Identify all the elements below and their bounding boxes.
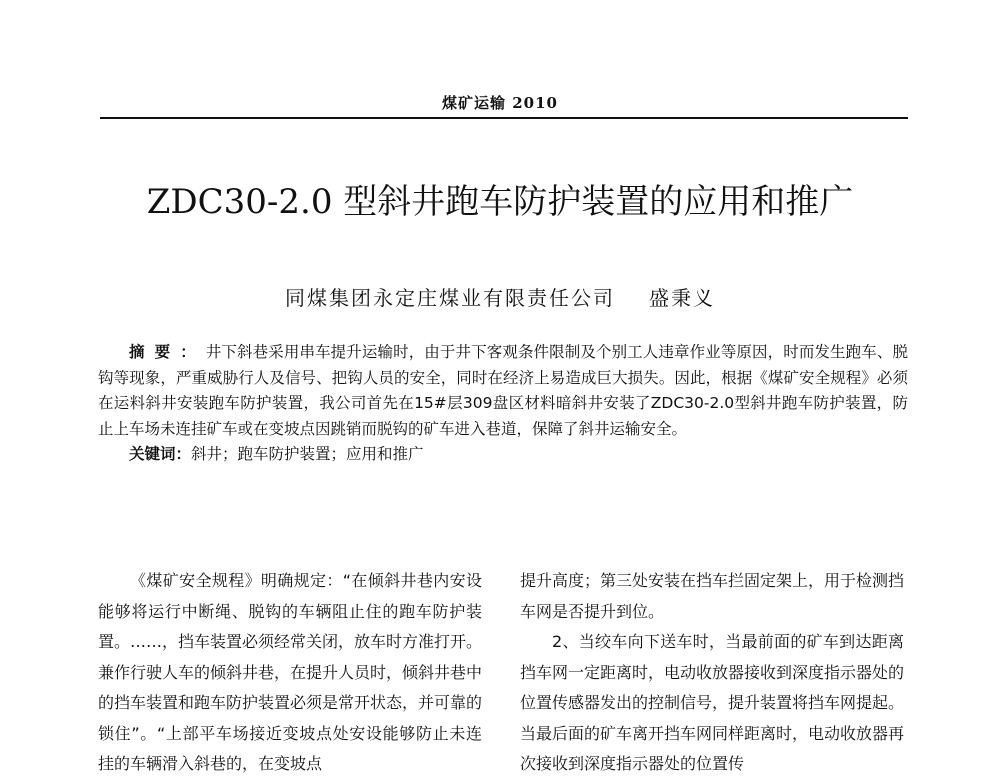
abstract	[98, 340, 908, 468]
abstract-text: 井下斜巷采用串车提升运输时，由于井下客观条件限制及个别工人违章作业等原因，时而发生跑车、脱钩等现象，严重威胁行人及信号、把钩人员的安全，同时在经济上易造成巨大损失。因此，根据《煤矿安全规程》必须在运料斜井安装跑车防护装置，我公司首先在15#层309盘区材料暗斜井安装了ZDC30-2.0型斜井跑车防护装置，防止上车场未连挂矿车或在变坡点因跳销而脱钩的矿车进入巷道，保障了斜井运输安全。	[98, 343, 908, 438]
affiliation: 同煤集团永定庄煤业有限责任公司	[285, 286, 615, 310]
abstract-label: 摘要：	[129, 343, 206, 361]
keywords-text: 斜井；跑车防护装置；应用和推广	[191, 445, 424, 463]
author: 盛秉义	[649, 286, 715, 310]
keywords-label: 关键词：	[129, 445, 192, 463]
running-head: 煤矿运输 2010	[442, 94, 558, 112]
byline	[100, 282, 900, 311]
body-paragraph: 《煤矿安全规程》明确规定：“在倾斜井巷内安设能够将运行中断绳、脱钩的车辆阻止住的跑车防护装置。……，挡车装置必须经常关闭，放车时方准打开。兼作行驶人车的倾斜井巷，在提升人员时，倾斜井巷中的挡车装置和跑车防护装置必须是常开状态，并可靠的锁住”。“上部平车场接近变坡点处安设能够防止未连挂的车辆滑入斜巷的，在变坡点	[98, 571, 483, 773]
article-title: ZDC30-2.0 型斜井跑车防护装置的应用和推广	[146, 182, 854, 222]
abstract-paragraph	[98, 340, 908, 442]
keywords	[98, 442, 908, 468]
body-right-column	[520, 566, 904, 780]
body-left-column	[98, 566, 482, 780]
header-rule	[100, 117, 908, 119]
body-paragraph: 提升高度；第三处安装在挡车拦固定架上，用于检测挡车网是否提升到位。	[520, 571, 905, 621]
body-paragraph: 2、当绞车向下送车时，当最前面的矿车到达距离挡车网一定距离时，电动收放器接收到深度指示器处的位置传感器发出的控制信号，提升装置将挡车网提起。当最后面的矿车离开挡车网同样距离时，电动收放器再次接收到深度指示器处的位置传	[520, 632, 905, 773]
